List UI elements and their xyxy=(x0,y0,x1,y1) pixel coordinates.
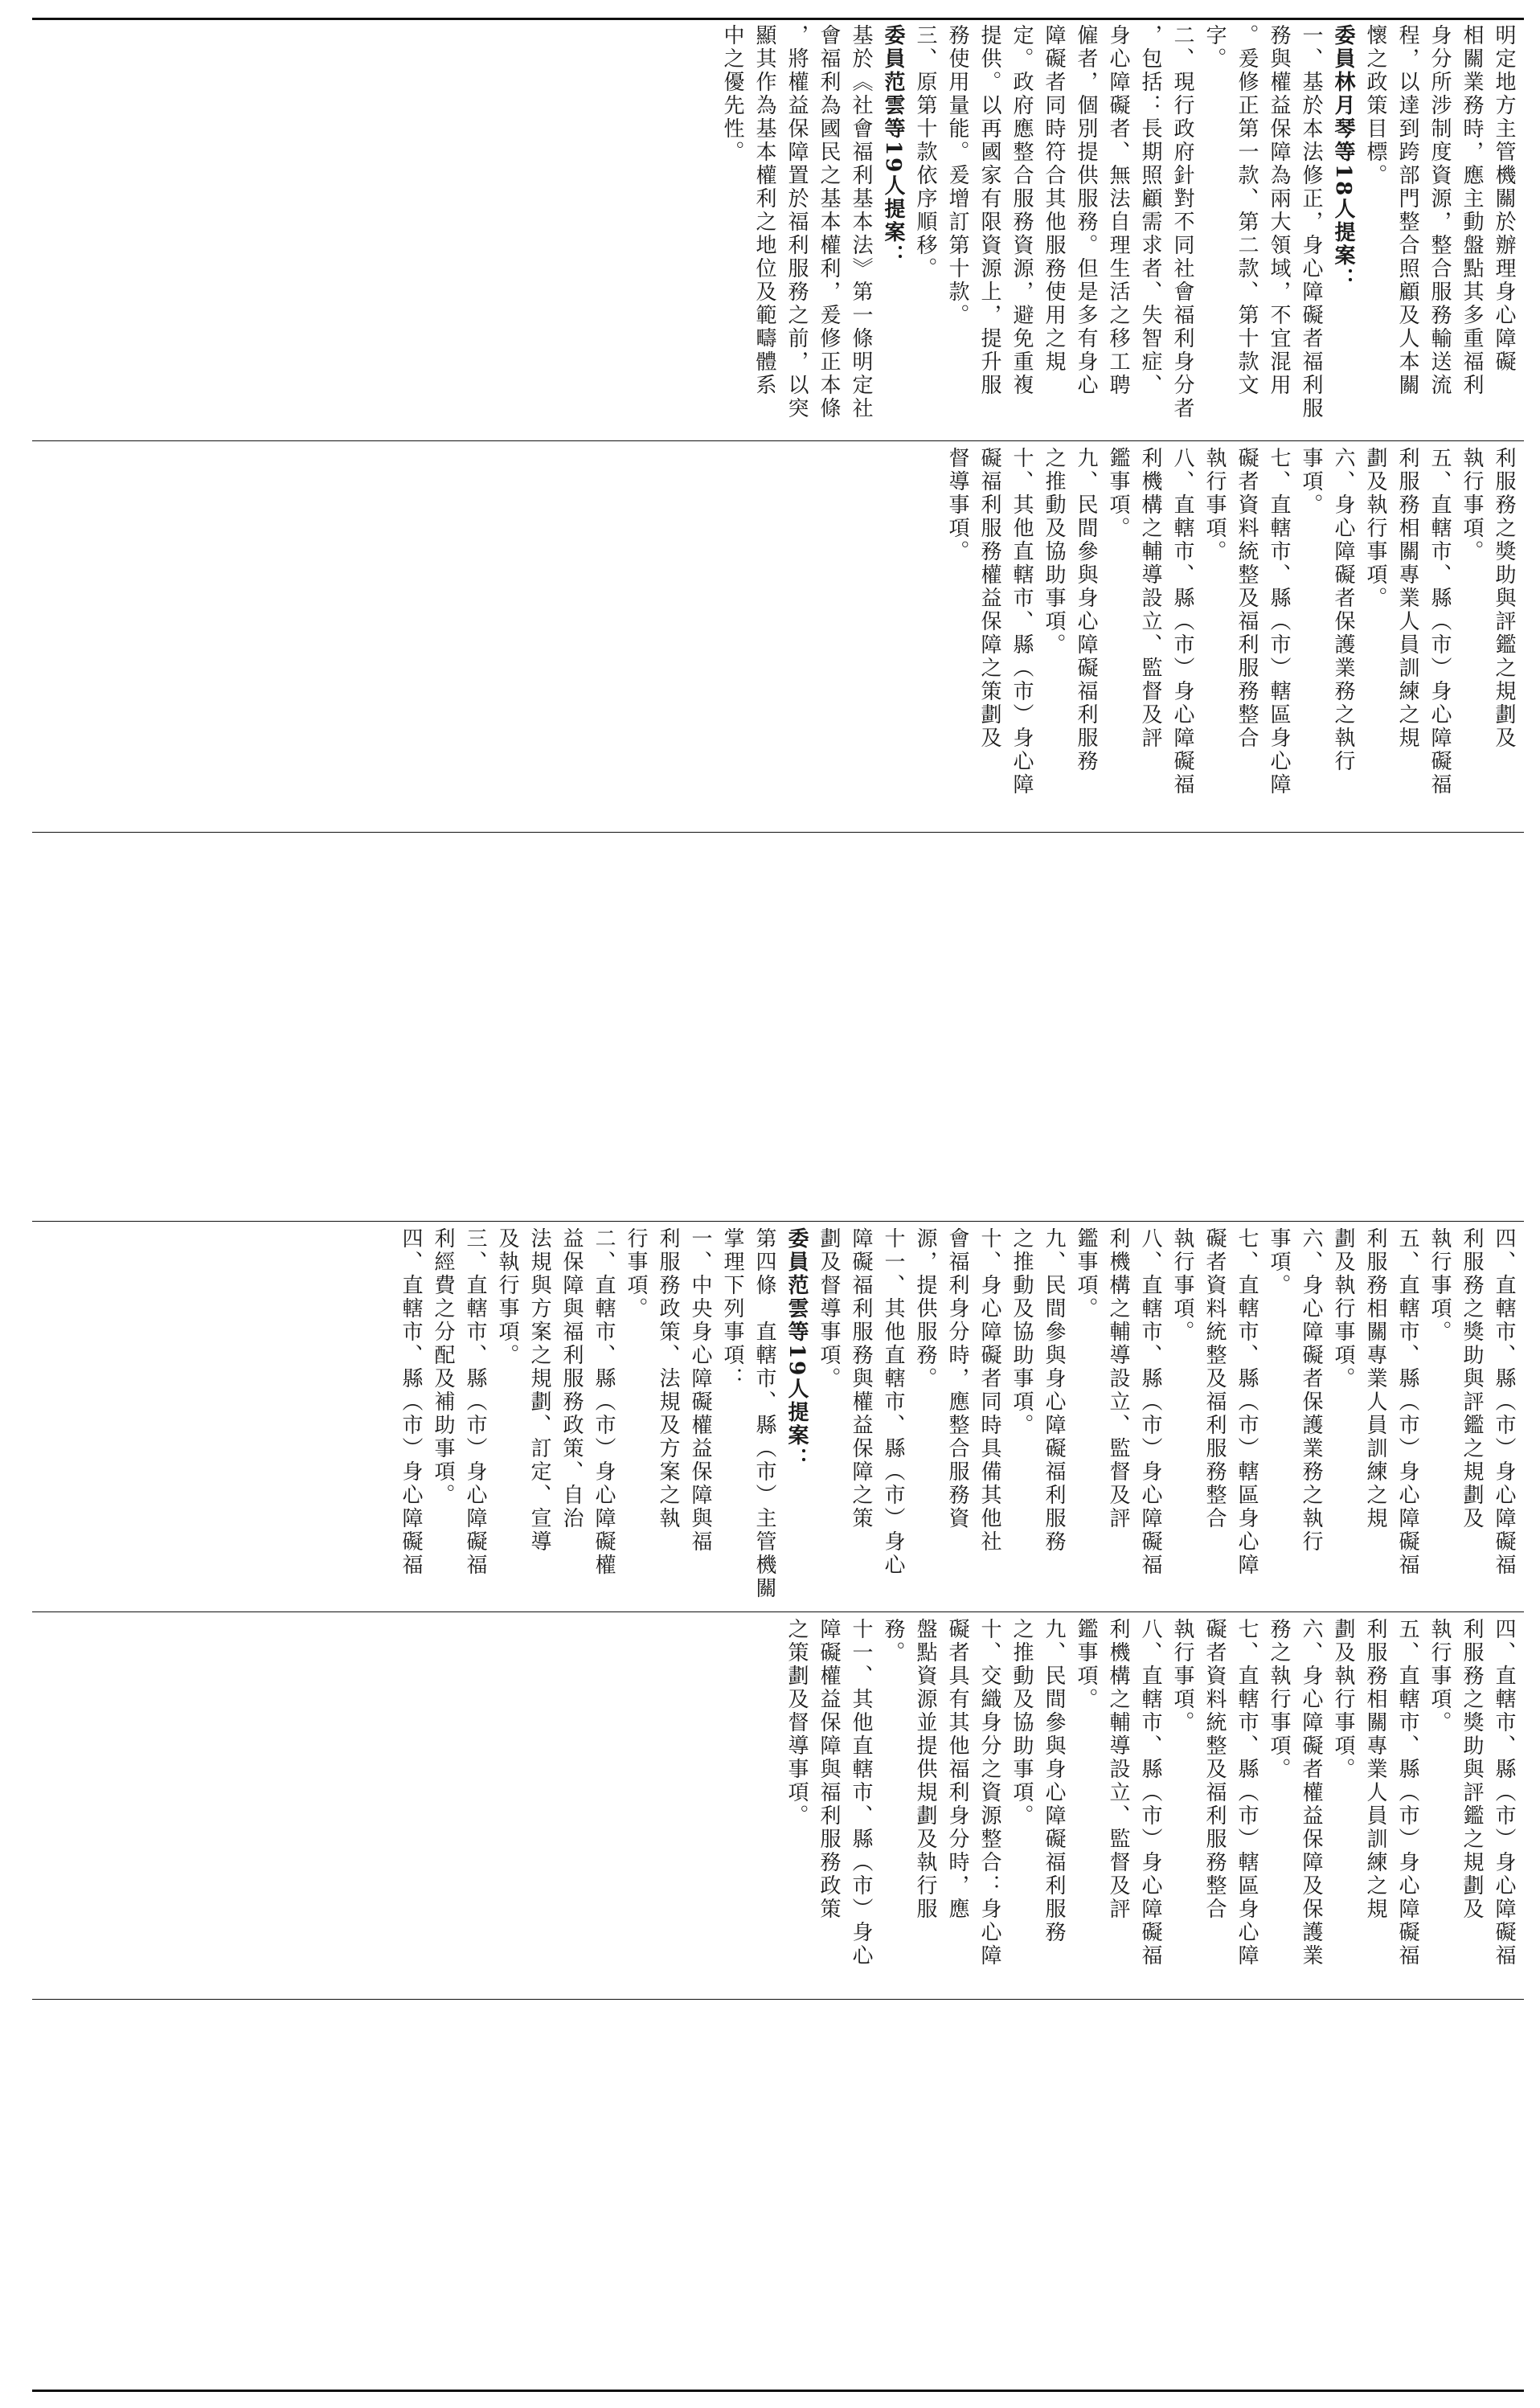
text-line: 程，以達到跨部門整合照顧及人本關 xyxy=(1395,24,1419,397)
text-line: ，包括：長期照顧需求者、失智症、 xyxy=(1138,24,1162,397)
text-line: 益保障與福利服務政策、自治 xyxy=(559,1227,584,1530)
current-law-cell xyxy=(40,447,1519,826)
text-line: 鑑事項。 xyxy=(1074,1227,1098,1321)
amendment-cell xyxy=(40,1618,1519,1992)
text-line: 九、民間參與身心障礙福利服務 xyxy=(1042,1227,1066,1554)
text-line: 執行事項。 xyxy=(1460,447,1484,563)
text-line: 利機構之輔導設立、監督及評 xyxy=(1106,1618,1130,1921)
text-line: 九、民間參與身心障礙福利服務 xyxy=(1042,1618,1066,1944)
text-line: 字。 xyxy=(1202,24,1227,71)
text-line: 六、身心障礙者保護業務之執行 xyxy=(1299,1227,1323,1554)
text-line: 定。政府應整合服務資源，避免重複 xyxy=(1010,24,1034,397)
text-line: ，將權益保障置於福利服務之前，以突 xyxy=(784,24,809,420)
text-line: 執行事項。 xyxy=(1427,1227,1452,1344)
text-line: 鑑事項。 xyxy=(1106,447,1130,540)
amendment-text xyxy=(40,1618,1519,1992)
text-line: 礙者資料統整及福利服務整合 xyxy=(1202,1618,1227,1921)
text-line: 利服務之獎助與評鑑之規劃及 xyxy=(1460,1618,1484,1921)
text-line: 之推動及協助事項。 xyxy=(1010,1618,1034,1828)
text-line: 五、直轄市、縣（市）身心障礙福 xyxy=(1427,447,1452,797)
text-line: 五、直轄市、縣（市）身心障礙福 xyxy=(1395,1227,1419,1577)
text-line: 七、直轄市、縣（市）轄區身心障 xyxy=(1267,447,1291,797)
explanation-cell xyxy=(40,24,1519,434)
text-line: 執行事項。 xyxy=(1170,1618,1194,1734)
text-line: 十一、其他直轄市、縣（市）身心 xyxy=(849,1618,873,1968)
text-line: 障礙者同時符合其他服務使用之規 xyxy=(1042,24,1066,374)
text-line: 二、現行政府針對不同社會福利身分者 xyxy=(1170,24,1194,420)
text-line: 相關業務時，應主動盤點其多重福利 xyxy=(1460,24,1484,397)
text-line: 十、其他直轄市、縣（市）身心障 xyxy=(1010,447,1034,797)
text-line: 務與權益保障為兩大領域，不宜混用 xyxy=(1267,24,1291,397)
text-line: 利經費之分配及補助事項。 xyxy=(431,1227,455,1507)
text-line: 二、直轄市、縣（市）身心障礙權 xyxy=(592,1227,616,1577)
text-line: 務使用量能。爰增訂第十款。 xyxy=(945,24,969,327)
text-line: 。爰修正第一款、第二款、第十款文 xyxy=(1235,24,1259,397)
text-line: 礙者資料統整及福利服務整合 xyxy=(1235,447,1259,750)
text-line: 五、直轄市、縣（市）身心障礙福 xyxy=(1395,1618,1419,1968)
text-line: 之推動及協助事項。 xyxy=(1010,1227,1034,1437)
text-line: 利服務相關專業人員訓練之規 xyxy=(1363,1227,1387,1530)
text-line: 障礙權益保障與福利服務政策 xyxy=(817,1618,841,1921)
text-line: 四、直轄市、縣（市）身心障礙福 xyxy=(1492,1227,1516,1577)
text-line: 督導事項。 xyxy=(945,447,969,563)
text-line: 顯其作為基本權利之地位及範疇體系 xyxy=(752,24,776,397)
text-line: 十一、其他直轄市、縣（市）身心 xyxy=(881,1227,905,1577)
column-divider-rule xyxy=(32,440,1524,441)
text-line: 六、身心障礙者保護業務之執行 xyxy=(1331,447,1355,773)
column-divider-rule xyxy=(32,1221,1524,1222)
text-line: 會福利身分時，應整合服務資 xyxy=(945,1227,969,1530)
text-line: 明定地方主管機關於辦理身心障礙 xyxy=(1492,24,1516,374)
text-line: 六、身心障礙者權益保障及保護業 xyxy=(1299,1618,1323,1968)
text-line: 劃及執行事項。 xyxy=(1331,1618,1355,1781)
text-line: 四、直轄市、縣（市）身心障礙福 xyxy=(1492,1618,1516,1968)
text-line: 及執行事項。 xyxy=(495,1227,519,1367)
column-divider-rule xyxy=(32,1611,1524,1612)
top-border-rule xyxy=(32,18,1524,20)
text-line: 劃及執行事項。 xyxy=(1363,447,1387,610)
text-line: 三、直轄市、縣（市）身心障礙福 xyxy=(463,1227,487,1577)
text-line: 事項。 xyxy=(1267,1227,1291,1297)
text-line: 之推動及協助事項。 xyxy=(1042,447,1066,657)
text-line: 九、民間參與身心障礙福利服務 xyxy=(1074,447,1098,773)
draft-proposal-cell xyxy=(40,1227,1519,1605)
text-line: 委員范雲等19人提案： xyxy=(784,1227,809,1472)
text-line: 利機構之輔導設立、監督及評 xyxy=(1138,447,1162,750)
text-line: 十、交織身分之資源整合：身心障 xyxy=(977,1618,1001,1968)
text-line: 法規與方案之規劃、訂定、宣導 xyxy=(527,1227,551,1554)
text-line: 七、直轄市、縣（市）轄區身心障 xyxy=(1235,1227,1259,1577)
column-divider-rule xyxy=(32,832,1524,833)
text-line: 利服務政策、法規及方案之執 xyxy=(656,1227,680,1530)
text-line: 利服務之獎助與評鑑之規劃及 xyxy=(1492,447,1516,750)
bottom-border-rule xyxy=(32,2390,1524,2392)
text-line: 源，提供服務。 xyxy=(913,1227,937,1390)
text-line: 七、直轄市、縣（市）轄區身心障 xyxy=(1235,1618,1259,1968)
text-line: 八、直轄市、縣（市）身心障礙福 xyxy=(1138,1227,1162,1577)
text-line: 懷之政策目標。 xyxy=(1363,24,1387,187)
text-line: 執行事項。 xyxy=(1427,1618,1452,1734)
text-line: 務之執行事項。 xyxy=(1267,1618,1291,1781)
text-line: 提供。以再國家有限資源上，提升服 xyxy=(977,24,1001,397)
draft-proposal-text xyxy=(40,1227,1519,1605)
text-line: 一、中央身心障礙權益保障與福 xyxy=(688,1227,712,1554)
text-line: 四、直轄市、縣（市）身心障礙福 xyxy=(399,1227,423,1577)
text-line: 八、直轄市、縣（市）身心障礙福 xyxy=(1138,1618,1162,1968)
text-line: 一、基於本法修正，身心障礙者福利服 xyxy=(1299,24,1323,420)
text-line: 身心障礙者、無法自理生活之移工聘 xyxy=(1106,24,1130,397)
text-line: 礙者資料統整及福利服務整合 xyxy=(1202,1227,1227,1530)
text-line: 劃及督導事項。 xyxy=(817,1227,841,1390)
text-line: 事項。 xyxy=(1299,447,1323,517)
text-line: 之策劃及督導事項。 xyxy=(784,1618,809,1828)
text-line: 掌理下列事項： xyxy=(720,1227,744,1390)
text-line: 鑑事項。 xyxy=(1074,1618,1098,1711)
text-line: 行事項。 xyxy=(624,1227,648,1321)
text-line: 執行事項。 xyxy=(1170,1227,1194,1344)
text-line: 基於《社會福利基本法》第一條明定社 xyxy=(849,24,873,420)
text-line: 利服務相關專業人員訓練之規 xyxy=(1395,447,1419,750)
text-line: 利機構之輔導設立、監督及評 xyxy=(1106,1227,1130,1530)
text-line: 務。 xyxy=(881,1618,905,1665)
text-line: 礙福利服務權益保障之策劃及 xyxy=(977,447,1001,750)
text-line: 執行事項。 xyxy=(1202,447,1227,563)
text-line: 中之優先性。 xyxy=(720,24,744,164)
text-line: 劃及執行事項。 xyxy=(1331,1227,1355,1390)
text-line: 盤點資源並提供規劃及執行服 xyxy=(913,1618,937,1921)
text-line: 僱者，個別提供服務。但是多有身心 xyxy=(1074,24,1098,397)
text-line: 十、身心障礙者同時具備其他社 xyxy=(977,1227,1001,1554)
text-line: 委員范雲等19人提案： xyxy=(881,24,905,268)
text-line: 利服務之獎助與評鑑之規劃及 xyxy=(1460,1227,1484,1530)
explanation-text xyxy=(40,24,1519,434)
text-line: 八、直轄市、縣（市）身心障礙福 xyxy=(1170,447,1194,797)
text-line: 第四條 直轄市、縣（市）主管機關 xyxy=(752,1227,776,1600)
text-line: 委員林月琴等18人提案： xyxy=(1331,24,1355,292)
column-divider-rule xyxy=(32,1999,1524,2000)
text-line: 礙者具有其他福利身分時，應 xyxy=(945,1618,969,1921)
current-law-text xyxy=(40,447,1519,826)
text-line: 利服務相關專業人員訓練之規 xyxy=(1363,1618,1387,1921)
text-line: 三、原第十款依序順移。 xyxy=(913,24,937,281)
text-line: 身分所涉制度資源，整合服務輸送流 xyxy=(1427,24,1452,397)
text-line: 障礙福利服務與權益保障之策 xyxy=(849,1227,873,1530)
text-line: 會福利為國民之基本權利，爰修正本條 xyxy=(817,24,841,420)
